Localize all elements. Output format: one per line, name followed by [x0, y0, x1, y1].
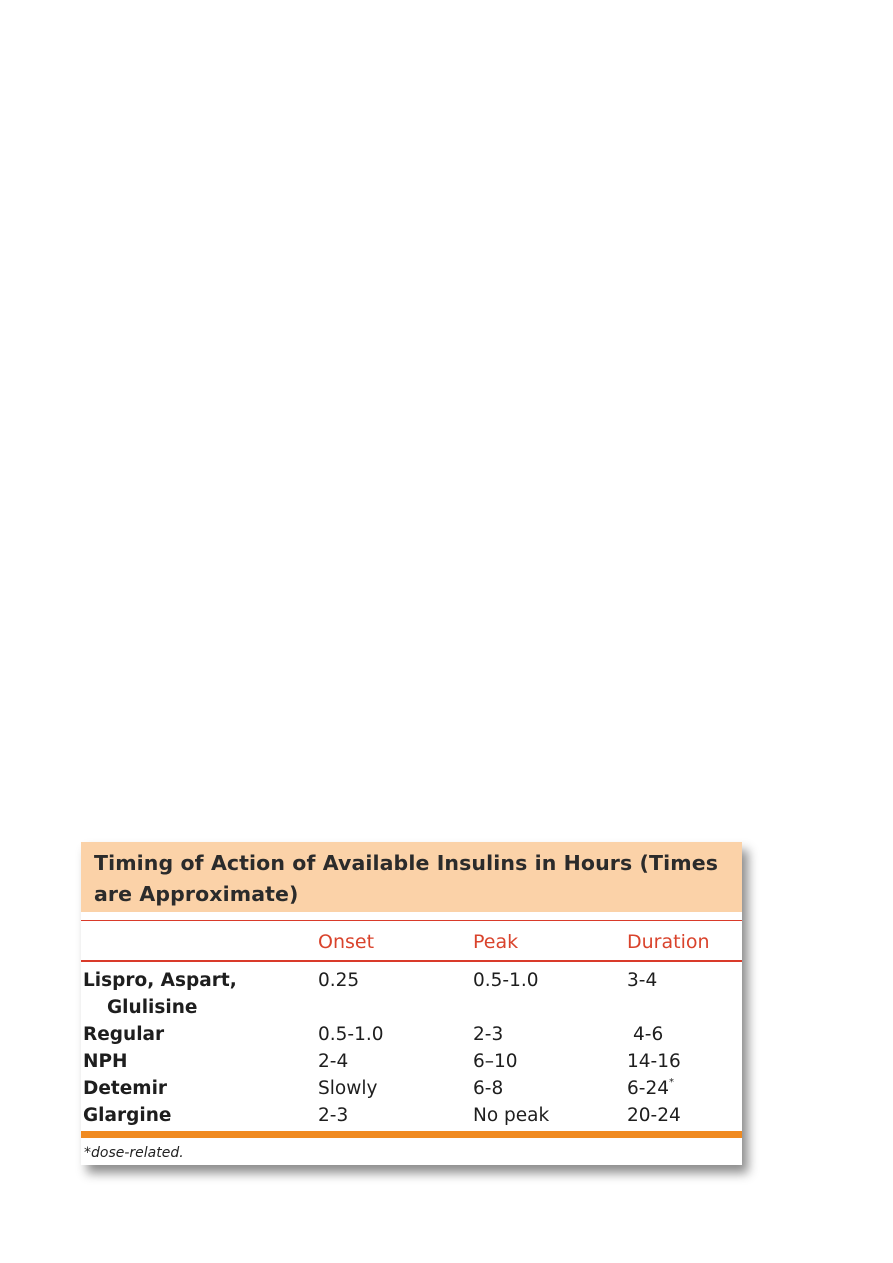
- table-title-line-2: are Approximate): [94, 882, 299, 906]
- row-lispro-onset: 0.25: [318, 970, 360, 991]
- row-glargine-drug: Glargine: [83, 1105, 172, 1126]
- row-regular-duration: 4-6: [633, 1024, 664, 1045]
- header-top-rule: [81, 920, 742, 921]
- row-nph-peak: 6–10: [473, 1051, 518, 1072]
- column-header-onset: Onset: [318, 931, 375, 953]
- row-glargine-onset: 2-3: [318, 1105, 349, 1126]
- dose-related-note-mark: *: [669, 1077, 674, 1088]
- row-regular-peak: 2-3: [473, 1024, 504, 1045]
- header-bottom-rule: [81, 960, 742, 962]
- row-detemir-drug: Detemir: [83, 1078, 168, 1099]
- column-header-duration: Duration: [627, 931, 710, 953]
- row-nph-duration: 14-16: [627, 1051, 681, 1072]
- row-glargine-duration: 20-24: [627, 1105, 681, 1126]
- row-regular-onset: 0.5-1.0: [318, 1024, 384, 1045]
- table-bottom-bar: [81, 1131, 742, 1138]
- row-detemir-duration: 6-24: [627, 1078, 669, 1099]
- row-lispro-drug: Lispro, Aspart,: [83, 970, 237, 991]
- row-detemir-duration-cell: [627, 1077, 674, 1101]
- table-title-line-1: Timing of Action of Available Insulins in Hours (Times: [94, 851, 718, 875]
- table-footnote: *dose-related.: [84, 1145, 184, 1161]
- row-detemir-peak: 6-8: [473, 1078, 504, 1099]
- row-nph-onset: 2-4: [318, 1051, 349, 1072]
- row-lispro-duration: 3-4: [627, 970, 658, 991]
- column-header-peak: Peak: [473, 931, 519, 953]
- row-lispro-peak: 0.5-1.0: [473, 970, 539, 991]
- row-glargine-peak: No peak: [473, 1105, 550, 1126]
- row-nph-drug: NPH: [83, 1051, 128, 1072]
- insulin-timing-table: [81, 842, 742, 1165]
- table-title: [81, 842, 742, 912]
- row-lispro-drug-cont: Glulisine: [107, 997, 198, 1018]
- row-regular-drug: Regular: [83, 1024, 165, 1045]
- row-detemir-onset: Slowly: [318, 1078, 378, 1099]
